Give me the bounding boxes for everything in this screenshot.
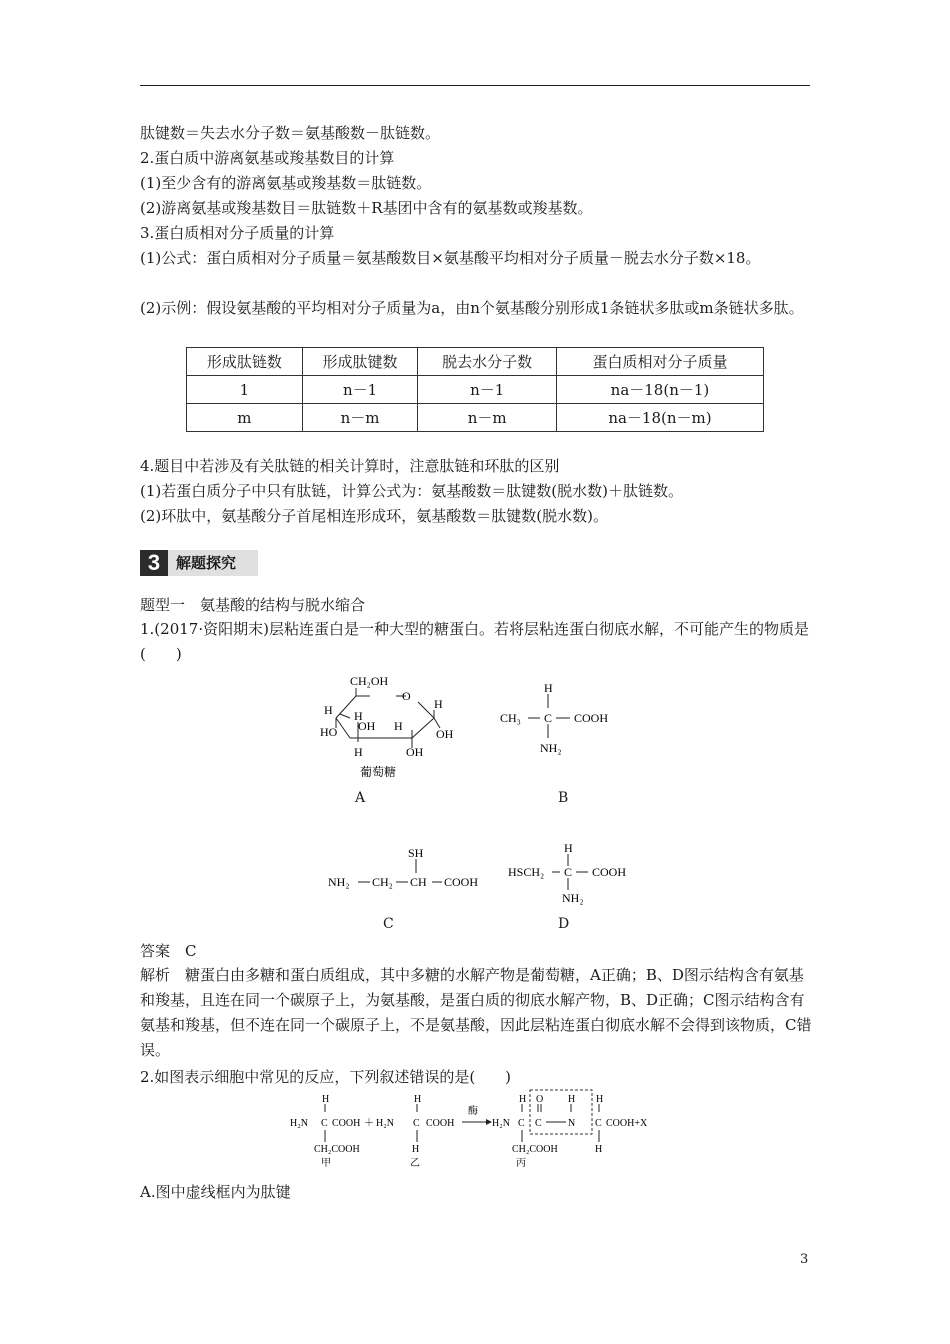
- h-label: H: [414, 1094, 422, 1105]
- table-cell: n－1: [302, 376, 418, 404]
- carbon-label: C: [413, 1118, 420, 1129]
- table-cell: na－18(n－1): [556, 376, 763, 404]
- option-d-label: D: [558, 916, 570, 932]
- table-header: 形成肽链数: [187, 348, 303, 376]
- h-label: H: [354, 709, 363, 723]
- question-1-text: 1.(2017·资阳期末)层粘连蛋白是一种大型的糖蛋白。若将层粘连蛋白彻底水解，不可能产生的物质是( ): [140, 620, 809, 663]
- h-label: H: [412, 1144, 420, 1155]
- plus-sign: ＋: [364, 1118, 374, 1129]
- table-cell: n－m: [302, 404, 418, 432]
- nh2-label: NH₂: [562, 891, 584, 905]
- question-2-option-a: A.图中虚线框内为肽键: [140, 1183, 291, 1201]
- option-a-label: A: [355, 790, 366, 806]
- ho-label: HO: [320, 725, 338, 739]
- heading-free-groups: 2.蛋白质中游离氨基或羧基数目的计算: [140, 149, 395, 167]
- cooh-label: COOH: [426, 1118, 455, 1129]
- section-number: 3: [140, 550, 168, 576]
- cooh-x-label: COOH+X: [606, 1118, 648, 1129]
- h-label: H: [595, 1144, 603, 1155]
- oh-label: OH: [436, 727, 454, 741]
- hsch2-label: HSCH₂: [508, 865, 545, 879]
- option-b-label: B: [558, 790, 569, 806]
- question-2-text: 2.如图表示细胞中常见的反应，下列叙述错误的是( ): [140, 1068, 512, 1086]
- option-c-label: C: [383, 916, 394, 932]
- sh-label: SH: [408, 846, 424, 860]
- table-row: [187, 404, 764, 432]
- ch3-label: CH₃: [500, 711, 521, 725]
- carbon-label: C: [535, 1118, 542, 1129]
- oh-label: OH: [406, 745, 424, 759]
- carbon-label: C: [595, 1118, 602, 1129]
- table-header: 形成肽键数: [302, 348, 418, 376]
- cooh-label: COOH: [574, 711, 609, 725]
- text-chain-formula: (1)若蛋白质分子中只有肽链，计算公式为：氨基酸数＝肽键数(脱水数)＋肽链数。: [140, 482, 683, 500]
- question-type-title: 题型一 氨基酸的结构与脱水缩合: [140, 596, 366, 614]
- h-label: H: [354, 745, 363, 759]
- section-title: 解题探究: [176, 554, 237, 572]
- text-peptide-bond-formula: 肽键数＝失去水分子数＝氨基酸数－肽链数。: [140, 124, 441, 142]
- h-label: H: [394, 719, 403, 733]
- cysteine-structure: [508, 840, 638, 910]
- table-header: 蛋白质相对分子质量: [556, 348, 763, 376]
- h-label: H: [568, 1094, 576, 1105]
- reactant-jia-label: 甲: [321, 1158, 331, 1169]
- table-cell: m: [187, 404, 303, 432]
- h-label: H: [564, 841, 573, 855]
- nh2-label: NH₂: [328, 875, 350, 889]
- heading-molecular-mass: 3.蛋白质相对分子质量的计算: [140, 224, 335, 242]
- text-ring-formula: (2)环肽中，氨基酸分子首尾相连形成环，氨基酸数＝肽键数(脱水数)。: [140, 507, 608, 525]
- h-label: H: [322, 1094, 330, 1105]
- ch2oh-label: CH₂OH: [350, 674, 389, 688]
- table-row: [187, 376, 764, 404]
- cooh-label: COOH: [444, 875, 479, 889]
- analysis-text: 解析 糖蛋白由多糖和蛋白质组成，其中多糖的水解产物是葡萄糖，A正确；B、D图示结构含有氨基和羧基，且连在同一个碳原子上，为氨基酸，是蛋白质的彻底水解产物，B、D正确；C图示结构含有氨基和羧基，但不连在同一个碳原子上，不是氨基酸，因此层粘连蛋白彻底水解不会得到该物质，C错误。: [140, 966, 812, 1059]
- h-label: H: [434, 697, 443, 711]
- h-label: H: [324, 703, 333, 717]
- page-number: 3: [800, 1252, 809, 1267]
- text-min-free-groups: (1)至少含有的游离氨基或羧基数＝肽链数。: [140, 174, 432, 192]
- h-label: H: [519, 1094, 527, 1105]
- cooh-label: COOH: [332, 1118, 361, 1129]
- carbon-label: C: [321, 1118, 328, 1129]
- table-cell: n－1: [418, 376, 557, 404]
- header-rule: [140, 85, 810, 86]
- ch2-label: CH₂: [372, 875, 393, 889]
- alpha-carbon-label: C: [564, 865, 573, 879]
- peptide-table: [186, 347, 764, 432]
- ch-label: CH: [410, 875, 427, 889]
- answer-line: 答案 C: [140, 942, 197, 960]
- molecule-c-structure: [328, 845, 488, 905]
- cooh-label: COOH: [592, 865, 627, 879]
- product-bing-label: 丙: [516, 1158, 526, 1169]
- h2n-label: H₂N: [492, 1118, 510, 1129]
- glucose-structure: [310, 672, 470, 782]
- table-header: 脱去水分子数: [418, 348, 557, 376]
- text-mass-formula: (1)公式：蛋白质相对分子质量＝氨基酸数目×氨基酸平均相对分子质量－脱去水分子数×18。: [140, 249, 761, 267]
- enzyme-label: 酶: [468, 1106, 478, 1117]
- nitrogen-label: N: [568, 1118, 576, 1129]
- heading-chain-vs-ring: 4.题目中若涉及有关肽链的相关计算时，注意肽链和环肽的区别: [140, 457, 560, 475]
- alanine-structure: [500, 680, 630, 760]
- glucose-name: 葡萄糖: [360, 765, 397, 779]
- table-cell: n－m: [418, 404, 557, 432]
- table-header-row: [187, 348, 764, 376]
- h2n-label: H₂N: [290, 1118, 308, 1129]
- oh-label: OH: [358, 719, 376, 733]
- nh2-label: NH₂: [540, 741, 562, 755]
- table-cell: 1: [187, 376, 303, 404]
- dehydration-reaction-diagram: [290, 1088, 690, 1180]
- h2n-label: H₂N: [376, 1118, 394, 1129]
- h-label: H: [596, 1094, 604, 1105]
- text-mass-example: (2)示例：假设氨基酸的平均相对分子质量为a，由n个氨基酸分别形成1条链状多肽或m条链状多肽。: [140, 299, 804, 317]
- h-label: H: [544, 681, 553, 695]
- ch2cooh-label: CH₂COOH: [314, 1144, 360, 1155]
- carbon-label: C: [518, 1118, 525, 1129]
- table-cell: na－18(n－m): [556, 404, 763, 432]
- text-free-groups-count: (2)游离氨基或羧基数目＝肽链数＋R基团中含有的氨基数或羧基数。: [140, 199, 593, 217]
- oxygen-label: O: [536, 1094, 544, 1105]
- ch2cooh-label: CH₂COOH: [512, 1144, 558, 1155]
- ring-oxygen-label: O: [402, 689, 411, 703]
- alpha-carbon-label: C: [544, 711, 553, 725]
- section-badge: [140, 550, 258, 576]
- reactant-yi-label: 乙: [410, 1158, 420, 1169]
